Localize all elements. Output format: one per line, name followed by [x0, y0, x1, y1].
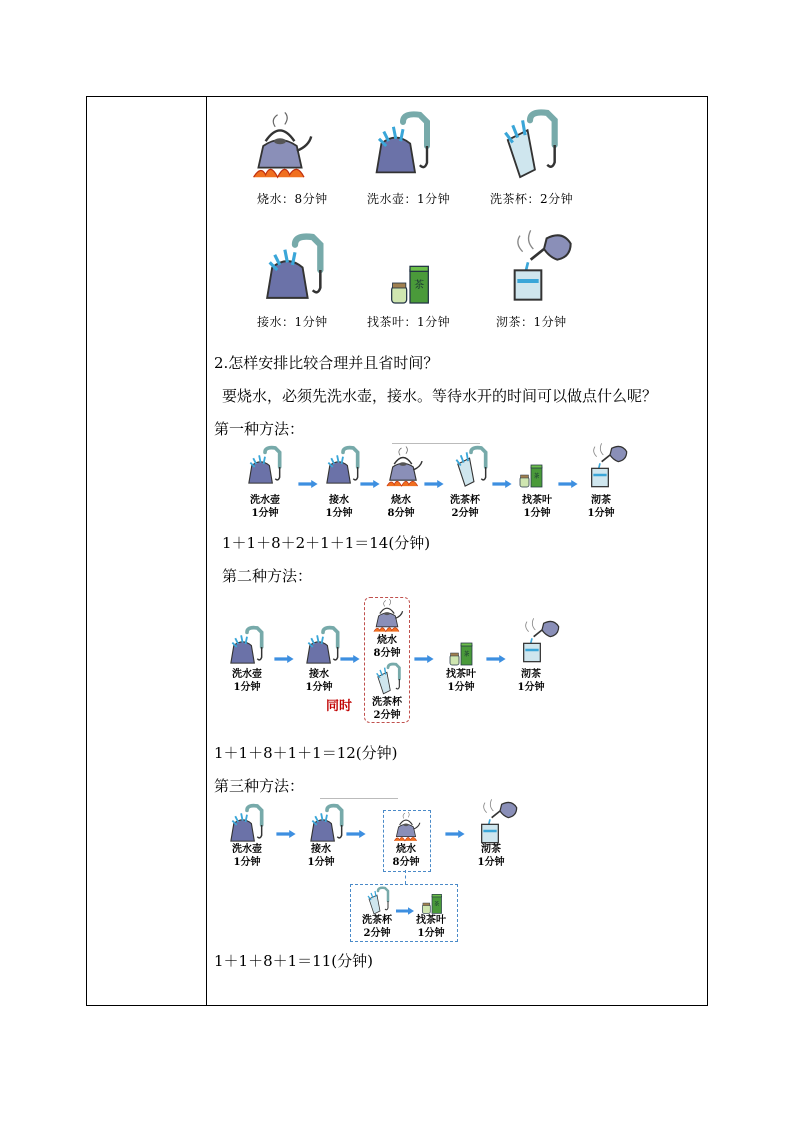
m3-arrow-1	[276, 830, 296, 838]
m1-step4	[440, 494, 490, 520]
m2-wash-kettle-icon	[222, 625, 272, 669]
m1-step5	[512, 494, 562, 520]
m2-step3	[362, 634, 412, 660]
m1-step1-name: 洗水壶	[250, 495, 280, 506]
tea-leaves-icon	[382, 258, 438, 308]
m3-step4-time: 1分钟	[477, 857, 505, 868]
step-brew-caption: 沏茶：1分钟	[496, 315, 567, 329]
m3-tea-icon	[418, 890, 446, 916]
m3-step1	[222, 843, 272, 869]
method1-title: 第一种方法：	[214, 420, 305, 438]
m1-step6-name: 沏茶	[591, 495, 611, 506]
m2-step6	[506, 668, 556, 694]
m1-step4-name: 洗茶杯	[450, 495, 480, 506]
m2-step2-name: 接水	[309, 669, 329, 680]
m1-tea-icon	[514, 460, 548, 490]
m3-step4	[466, 843, 516, 869]
question-heading: 2.怎样安排比较合理并且省时间？	[214, 354, 439, 372]
m2-step5-time: 1分钟	[447, 682, 475, 693]
m2-tea-icon	[444, 638, 478, 668]
kettle-boiling-icon	[240, 110, 320, 182]
m3-step1-name: 洗水壶	[232, 844, 262, 855]
m1-arrow-2	[360, 480, 380, 488]
m3-step6-time: 1分钟	[417, 928, 445, 939]
m2-brew-icon	[512, 614, 562, 666]
m2-step3-name: 烧水	[377, 635, 397, 646]
m3-step3	[381, 843, 431, 869]
method3-formula: 1＋1＋8＋1＝11(分钟)	[214, 952, 373, 970]
m3-step6-name: 找茶叶	[416, 915, 446, 926]
m2-step2-time: 1分钟	[305, 682, 333, 693]
method3-title: 第三种方法：	[214, 777, 305, 795]
m2-step4	[362, 696, 412, 722]
m3-boil-icon	[384, 811, 428, 843]
same-time-label: 同时	[326, 699, 353, 714]
m3-arrow-2	[346, 830, 366, 838]
m2-step3-time: 8分钟	[373, 648, 401, 659]
m3-step2	[296, 843, 346, 869]
method2-formula: 1＋1＋8＋1＋1＝12(分钟)	[214, 744, 398, 762]
m2-step4-time: 2分钟	[373, 710, 401, 721]
m3-step3-time: 8分钟	[392, 857, 420, 868]
wash-cup-icon	[490, 108, 570, 182]
m1-arrow-4	[492, 480, 512, 488]
divider-line	[392, 443, 480, 444]
m2-step4-name: 洗茶杯	[372, 697, 402, 708]
m2-step1-name: 洗水壶	[232, 669, 262, 680]
m1-step1	[240, 494, 290, 520]
m2-step2	[294, 668, 344, 694]
fetch-water-icon	[250, 232, 340, 308]
m1-arrow-1	[298, 480, 318, 488]
m1-step1-time: 1分钟	[251, 508, 279, 519]
m1-step4-time: 2分钟	[451, 508, 479, 519]
m3-brew-icon	[470, 796, 520, 846]
m2-boil-icon	[364, 598, 410, 634]
brew-tea-icon	[496, 222, 576, 308]
m3-step6	[406, 914, 456, 940]
m2-arrow-2	[340, 655, 360, 663]
m1-step5-time: 1分钟	[523, 508, 551, 519]
m3-fetch-water-icon	[302, 803, 352, 847]
method2-title: 第二种方法：	[222, 567, 313, 585]
m1-wash-kettle-icon	[240, 445, 290, 489]
m3-connector	[405, 870, 407, 884]
intro-text: 要烧水，必须先洗水壶，接水。等待水开的时间可以做点什么呢？	[222, 387, 658, 405]
m1-boil-icon	[378, 445, 428, 489]
m3-step5-name: 洗茶杯	[362, 915, 392, 926]
m3-step2-time: 1分钟	[307, 857, 335, 868]
m3-wash-cup-icon	[360, 886, 396, 916]
table-column-divider	[206, 96, 207, 1006]
m3-step5	[352, 914, 402, 940]
m3-wash-kettle-icon	[222, 803, 272, 847]
step-boil-caption: 烧水：8分钟	[257, 192, 328, 206]
m2-step6-name: 沏茶	[521, 669, 541, 680]
m1-step5-name: 找茶叶	[522, 495, 552, 506]
m3-step4-name: 沏茶	[481, 844, 501, 855]
method1-formula: 1＋1＋8＋2＋1＋1＝14(分钟)	[222, 534, 431, 552]
m1-arrow-5	[558, 480, 578, 488]
m1-step6	[576, 494, 626, 520]
m2-arrow-1	[274, 655, 294, 663]
m2-arrow-4	[486, 655, 506, 663]
m3-step5-time: 2分钟	[363, 928, 391, 939]
step-wash-cup-caption: 洗茶杯：2分钟	[490, 192, 574, 206]
m3-step3-name: 烧水	[396, 844, 416, 855]
divider-line	[320, 798, 398, 799]
m1-step6-time: 1分钟	[587, 508, 615, 519]
m1-step3	[376, 494, 426, 520]
m3-step1-time: 1分钟	[233, 857, 261, 868]
m1-wash-cup-icon	[446, 445, 496, 489]
step-wash-kettle-caption: 洗水壶：1分钟	[367, 192, 451, 206]
m3-arrow-3	[445, 830, 465, 838]
m2-step6-time: 1分钟	[517, 682, 545, 693]
m2-step5-name: 找茶叶	[446, 669, 476, 680]
wash-kettle-icon	[358, 110, 448, 182]
m1-step2-time: 1分钟	[325, 508, 353, 519]
m2-step1	[222, 668, 272, 694]
m2-arrow-3	[414, 655, 434, 663]
m1-step3-name: 烧水	[391, 495, 411, 506]
m1-step3-time: 8分钟	[387, 508, 415, 519]
m1-step2	[314, 494, 364, 520]
step-fetch-water-caption: 接水：1分钟	[257, 315, 328, 329]
m1-brew-icon	[580, 440, 630, 490]
m2-wash-cup-icon	[366, 662, 410, 696]
m1-arrow-3	[424, 480, 444, 488]
m2-step5	[436, 668, 486, 694]
m3-step2-name: 接水	[311, 844, 331, 855]
m2-step1-time: 1分钟	[233, 682, 261, 693]
m1-step2-name: 接水	[329, 495, 349, 506]
step-find-tea-caption: 找茶叶：1分钟	[367, 315, 451, 329]
